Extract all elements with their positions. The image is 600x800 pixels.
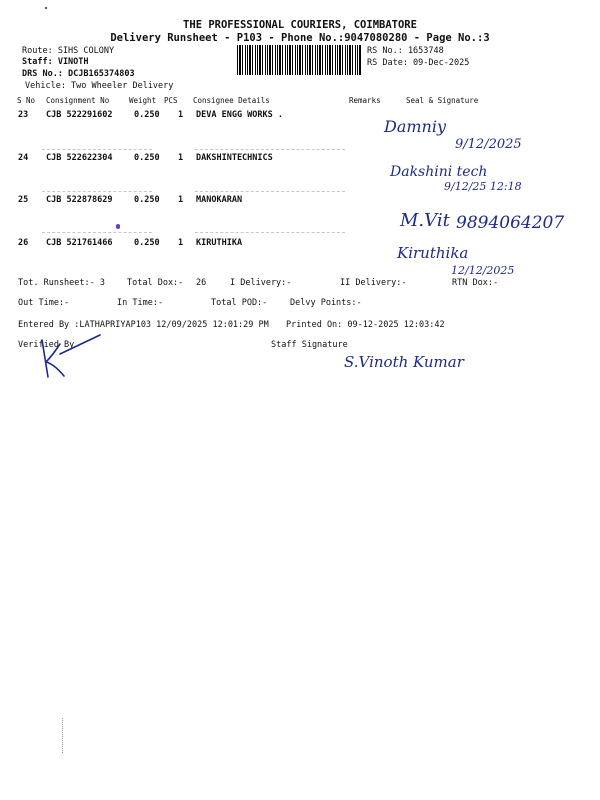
scan-artifact bbox=[45, 7, 47, 9]
scan-artifact bbox=[62, 718, 64, 753]
row-separator bbox=[42, 149, 152, 150]
row-consignee: DEVA ENGG WORKS . bbox=[196, 110, 283, 120]
handwriting-text: 9894064207 bbox=[456, 213, 565, 233]
row-separator bbox=[195, 149, 345, 150]
col-header-weight: Weight bbox=[129, 96, 157, 105]
verified-by-label: Verified By bbox=[18, 340, 75, 350]
row-consignment: CJB 522878629 bbox=[46, 195, 113, 205]
vehicle-label: Vehicle: Two Wheeler Delivery bbox=[25, 81, 174, 91]
col-header-seal-signature: Seal & Signature bbox=[406, 96, 479, 105]
ii-delivery-label: II Delivery:- bbox=[340, 278, 407, 288]
handwritten-signature-row-23 bbox=[380, 112, 530, 152]
row-separator bbox=[42, 191, 152, 192]
route-label: Route: SIHS COLONY bbox=[22, 46, 115, 56]
col-header-sno: S No bbox=[17, 96, 36, 105]
col-header-consignee: Consignee Details bbox=[193, 96, 270, 105]
total-runsheet: Tot. Runsheet:- 3 bbox=[18, 278, 105, 288]
row-pcs: 1 bbox=[178, 110, 184, 120]
in-time-label: In Time:- bbox=[117, 298, 164, 308]
staff-signature-label: Staff Signature bbox=[271, 340, 348, 350]
row-consignee: KIRUTHIKA bbox=[196, 238, 243, 248]
rs-date: RS Date: 09-Dec-2025 bbox=[367, 58, 470, 68]
staff-label: Staff: VINOTH bbox=[22, 57, 89, 67]
handwriting-text: Damniy bbox=[384, 117, 446, 136]
verified-by-signature bbox=[30, 332, 110, 382]
handwriting-text: M.Vit bbox=[400, 210, 450, 231]
entered-by: Entered By :LATHAPRIYAP103 12/09/2025 12:01:29 PM bbox=[18, 320, 269, 330]
row-weight: 0.250 bbox=[134, 195, 160, 205]
printed-on: Printed On: 09-12-2025 12:03:42 bbox=[286, 320, 445, 330]
row-separator bbox=[195, 191, 345, 192]
out-time-label: Out Time:- bbox=[18, 298, 70, 308]
handwriting-text: 12/12/2025 bbox=[451, 264, 515, 277]
row-pcs: 1 bbox=[178, 238, 184, 248]
row-separator bbox=[195, 232, 345, 233]
col-header-remarks: Remarks bbox=[349, 96, 381, 105]
handwritten-signature-row-26 bbox=[393, 240, 563, 280]
runsheet-subtitle: Delivery Runsheet - P103 - Phone No.:9047080280 - Page No.:3 bbox=[110, 32, 490, 44]
handwriting-text: S.Vinoth Kumar bbox=[344, 353, 464, 371]
drs-label: DRS No.: DCJB165374803 bbox=[22, 69, 135, 79]
row-consignment: CJB 522291602 bbox=[46, 110, 113, 120]
row-weight: 0.250 bbox=[134, 153, 160, 163]
ink-dot bbox=[116, 224, 120, 229]
row-consignment: CJB 522622304 bbox=[46, 153, 113, 163]
row-weight: 0.250 bbox=[134, 110, 160, 120]
handwritten-signature-row-24 bbox=[388, 156, 548, 196]
handwriting-text: Kiruthika bbox=[397, 244, 469, 262]
col-header-pcs: PCS bbox=[164, 96, 178, 105]
i-delivery-label: I Delivery:- bbox=[230, 278, 292, 288]
staff-handwritten-signature bbox=[340, 347, 500, 377]
delvy-points-label: Delvy Points:- bbox=[290, 298, 362, 308]
total-pod-label: Total POD:- bbox=[211, 298, 268, 308]
rtn-dox-label: RTN Dox:- bbox=[452, 278, 499, 288]
handwriting-text: 9/12/25 12:18 bbox=[444, 180, 522, 193]
row-separator bbox=[42, 232, 152, 233]
row-sno: 23 bbox=[18, 110, 29, 120]
row-sno: 24 bbox=[18, 153, 29, 163]
row-sno: 26 bbox=[18, 238, 29, 248]
handwriting-text: Dakshini tech bbox=[390, 164, 488, 180]
row-pcs: 1 bbox=[178, 195, 184, 205]
row-consignee: MANOKARAN bbox=[196, 195, 243, 205]
handwritten-signature-row-25 bbox=[398, 204, 598, 238]
handwriting-text: 9/12/2025 bbox=[455, 137, 522, 152]
barcode bbox=[237, 45, 362, 75]
row-sno: 25 bbox=[18, 195, 29, 205]
rs-number: RS No.: 1653748 bbox=[367, 46, 444, 56]
total-dox-label: Total Dox:- bbox=[127, 278, 184, 288]
row-consignee: DAKSHINTECHNICS bbox=[196, 153, 273, 163]
row-weight: 0.250 bbox=[134, 238, 160, 248]
row-pcs: 1 bbox=[178, 153, 184, 163]
total-dox-value: 26 bbox=[196, 278, 207, 288]
row-consignment: CJB 521761466 bbox=[46, 238, 113, 248]
col-header-consignment: Consignment No bbox=[46, 96, 110, 105]
company-title: THE PROFESSIONAL COURIERS, COIMBATORE bbox=[183, 19, 417, 31]
